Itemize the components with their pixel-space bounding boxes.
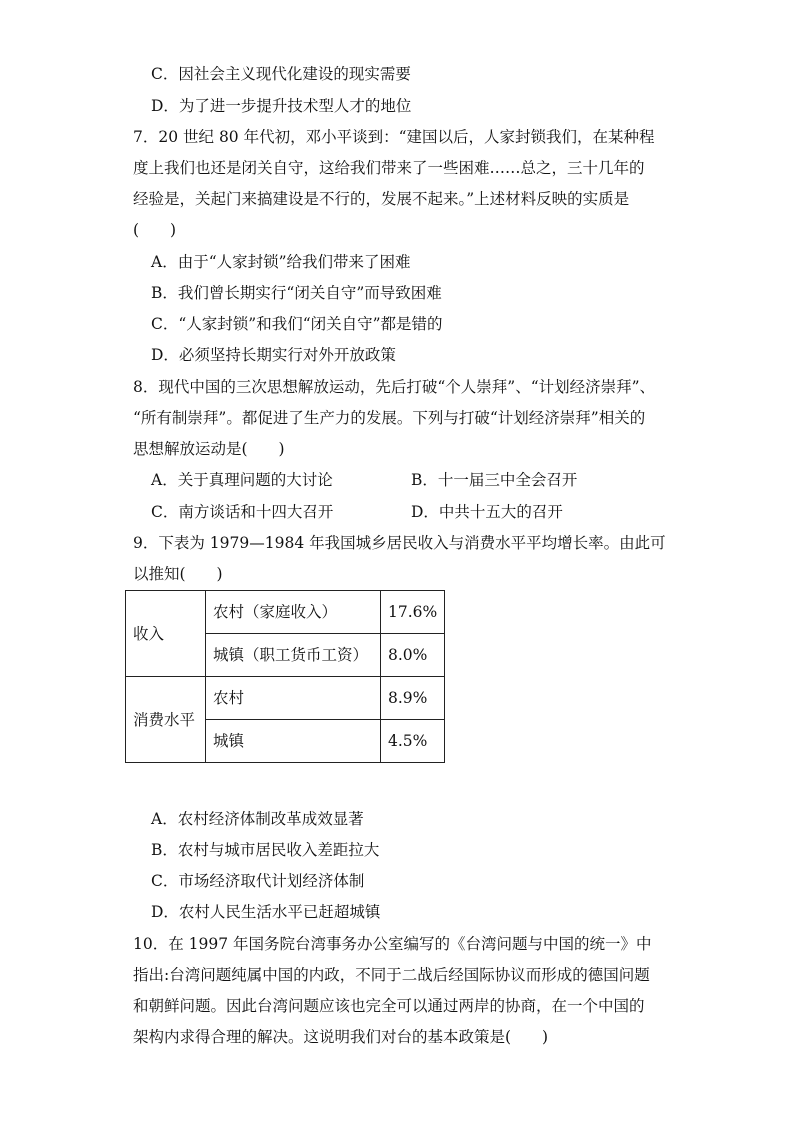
q7-stem-line-1: 7．20 世纪 80 年代初，邓小平谈到：“建国以后，人家封锁我们，在某种程 — [133, 128, 655, 146]
table-row — [126, 677, 445, 720]
table-group-income: 收入 — [126, 591, 206, 677]
q8-stem-line-1: 8．现代中国的三次思想解放运动，先后打破“个人崇拜”、“计划经济崇拜”、 — [133, 378, 656, 396]
table-cell-label: 农村 — [206, 677, 381, 720]
table-row — [126, 591, 445, 634]
q8-option-c: C．南方谈话和十四大召开 — [151, 503, 334, 521]
q7-stem-line-3: 经验是，关起门来搞建设是不行的，发展不起来。”上述材料反映的实质是 — [133, 190, 630, 208]
table-cell-label: 城镇（职工货币工资） — [206, 634, 381, 677]
q10-stem-line-3: 和朝鲜问题。因此台湾问题应该也完全可以通过两岸的协商，在一个中国的 — [133, 997, 645, 1015]
q10-stem-line-1: 10．在 1997 年国务院台湾事务办公室编写的《台湾问题与中国的统一》中 — [133, 935, 652, 953]
q9-option-c: C．市场经济取代计划经济体制 — [151, 872, 365, 890]
q8-option-b: B．十一届三中全会召开 — [411, 471, 578, 489]
q7-option-a: A．由于“人家封锁”给我们带来了困难 — [151, 253, 411, 271]
table-group-consumption: 消费水平 — [126, 677, 206, 763]
table-cell-value: 4.5% — [381, 720, 445, 763]
q8-option-d: D．中共十五大的召开 — [411, 503, 563, 521]
table-cell-value: 8.9% — [381, 677, 445, 720]
q9-option-d: D．农村人民生活水平已赶超城镇 — [151, 903, 381, 921]
q6-option-d: D．为了进一步提升技术型人才的地位 — [151, 97, 412, 115]
q7-stem-line-4: ( ) — [133, 221, 177, 239]
q7-option-c: C．“人家封锁”和我们“闭关自守”都是错的 — [151, 315, 443, 333]
q8-stem-line-2: “所有制崇拜”。都促进了生产力的发展。下列与打破“计划经济崇拜”相关的 — [133, 409, 646, 427]
table-cell-value: 8.0% — [381, 634, 445, 677]
q8-option-a: A．关于真理问题的大讨论 — [151, 471, 333, 489]
q7-option-d: D．必须坚持长期实行对外开放政策 — [151, 346, 396, 364]
growth-rate-table — [125, 590, 445, 763]
table-cell-value: 17.6% — [381, 591, 445, 634]
q6-option-c: C．因社会主义现代化建设的现实需要 — [151, 65, 411, 83]
q8-stem-line-3: 思想解放运动是( ) — [133, 440, 285, 458]
q10-stem-line-4: 架构内求得合理的解决。这说明我们对台的基本政策是( ) — [133, 1028, 549, 1046]
q10-stem-line-2: 指出:台湾问题纯属中国的内政，不同于二战后经国际协议而形成的德国问题 — [133, 966, 650, 984]
q9-stem-line-2: 以推知( ) — [133, 565, 223, 583]
table-cell-label: 城镇 — [206, 720, 381, 763]
q9-option-b: B．农村与城市居民收入差距拉大 — [151, 841, 380, 859]
table-cell-label: 农村（家庭收入） — [206, 591, 381, 634]
q9-option-a: A．农村经济体制改革成效显著 — [151, 810, 364, 828]
q7-stem-line-2: 度上我们也还是闭关自守，这给我们带来了一些困难……总之，三十几年的 — [133, 159, 645, 177]
q9-stem-line-1: 9．下表为 1979—1984 年我国城乡居民收入与消费水平平均增长率。由此可 — [133, 534, 666, 552]
q7-option-b: B．我们曾长期实行“闭关自守”而导致困难 — [151, 284, 442, 302]
